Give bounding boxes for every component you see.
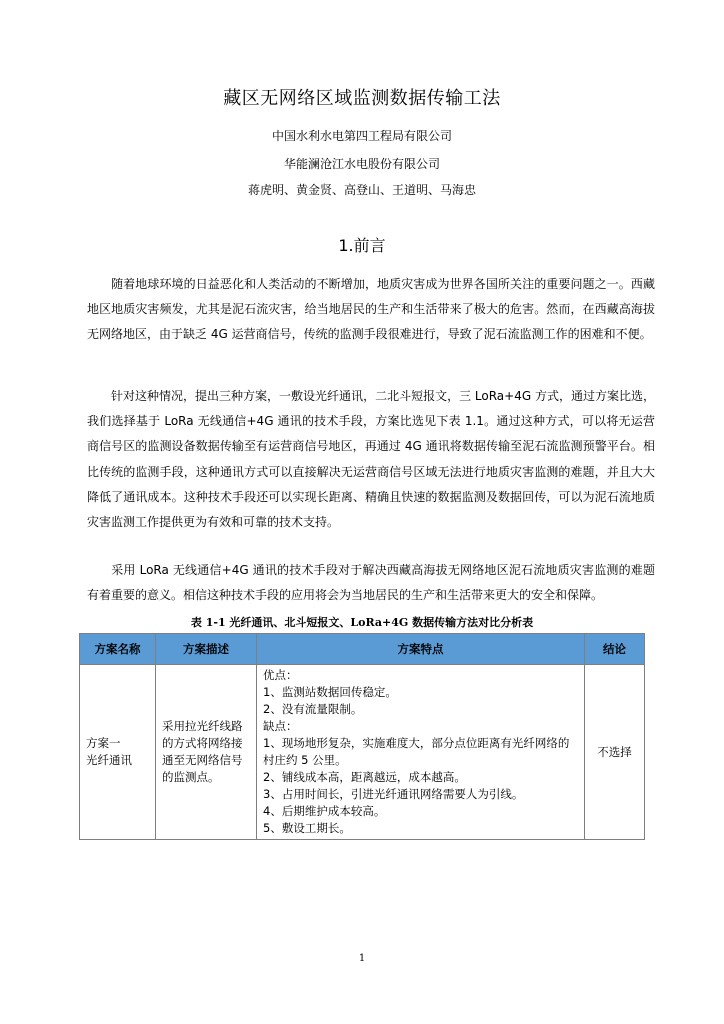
scheme-name-line-2: 光纤通讯 — [86, 753, 132, 767]
cell-scheme-name — [80, 665, 156, 840]
paragraph-1-text: 随着地球环境的日益恶化和人类活动的不断增加，地质灾害成为世界各国所关注的重要问题之一。西藏地区地质灾害频发，尤其是泥石流灾害，给当地居民的生产和生活带来了极大的危害。然而，在西藏高海拔无网络地区，由于缺乏 4G 运营商信号，传统的监测手段很难进行，导致了泥石流监测工作的困难和不便。 — [87, 277, 655, 342]
header-scheme-description: 方案描述 — [156, 634, 257, 665]
section-heading: 1.前言 — [338, 236, 386, 255]
cell-scheme-description: 采用拉光纤线路的方式将网络接通至无网络信号的监测点。 — [156, 665, 257, 840]
affiliation-1: 中国水利水电第四工程局有限公司 — [271, 129, 452, 143]
feature-line: 优点： — [263, 668, 298, 682]
cell-scheme-features — [257, 665, 585, 840]
affiliation-2: 华能澜沧江水电股份有限公司 — [283, 157, 440, 171]
page-number: 1 — [358, 953, 366, 964]
feature-line: 2、铺线成本高，距离越远，成本越高。 — [263, 770, 466, 784]
paragraph-2-text: 针对这种情况，提出三种方案，一敷设光纤通讯，二北斗短报文，三 LoRa+4G 方式，通过方案比选，我们选择基于 LoRa 无线通信+4G 通讯的技术手段，方案比选见下表 1.1。通过这种方式，可以将无运营商信号区的监测设备数据传输至有运营商信号地区，再通过 4G 通讯将数据传输至泥石流监测预警平台。相比传统的监测手段，这种通讯方式可以直接解决无运营商信号区域无法进行地质灾害监测的难题，并且大大降低了通讯成本。这种技术手段还可以实现长距离、精确且快速的数据监测及数据回传，可以为泥石流地质灾害监测工作提供更为有效和可靠的技术支持。 — [87, 389, 655, 530]
scheme-name-line-1: 方案一 — [86, 736, 121, 750]
paragraph-3-text: 采用 LoRa 无线通信+4G 通讯的技术手段对于解决西藏高海拔无网络地区泥石流地质灾害监测的难题有着重要的意义。相信这种技术手段的应用将会为当地居民的生产和生活带来更大的安全和保障。 — [87, 563, 655, 603]
header-scheme-features: 方案特点 — [257, 634, 585, 665]
paragraph-1 — [87, 272, 655, 348]
feature-line: 1、现场地形复杂，实施难度大，部分点位距离有光纤网络的村庄约 5 公里。 — [263, 736, 570, 767]
cell-conclusion: 不选择 — [585, 665, 645, 840]
paragraph-3 — [87, 558, 655, 608]
feature-line: 1、监测站数据回传稳定。 — [263, 685, 397, 699]
feature-line: 缺点： — [263, 719, 298, 733]
table-header-row — [80, 634, 645, 665]
paragraph-2 — [87, 384, 655, 535]
header-scheme-name: 方案名称 — [80, 634, 156, 665]
document-title: 藏区无网络区域监测数据传输工法 — [223, 88, 501, 109]
comparison-table — [79, 633, 645, 840]
table-row — [80, 665, 645, 840]
author-list: 蒋虎明、黄金贤、高登山、王道明、马海忠 — [247, 183, 476, 197]
header-conclusion: 结论 — [585, 634, 645, 665]
feature-line: 3、占用时间长，引进光纤通讯网络需要人为引线。 — [263, 787, 524, 801]
feature-line: 5、敷设工期长。 — [263, 821, 351, 835]
table-caption: 表 1-1 光纤通讯、北斗短报文、LoRa+4G 数据传输方法对比分析表 — [190, 616, 534, 629]
feature-line: 2、没有流量限制。 — [263, 702, 363, 716]
feature-line: 4、后期维护成本较高。 — [263, 804, 386, 818]
